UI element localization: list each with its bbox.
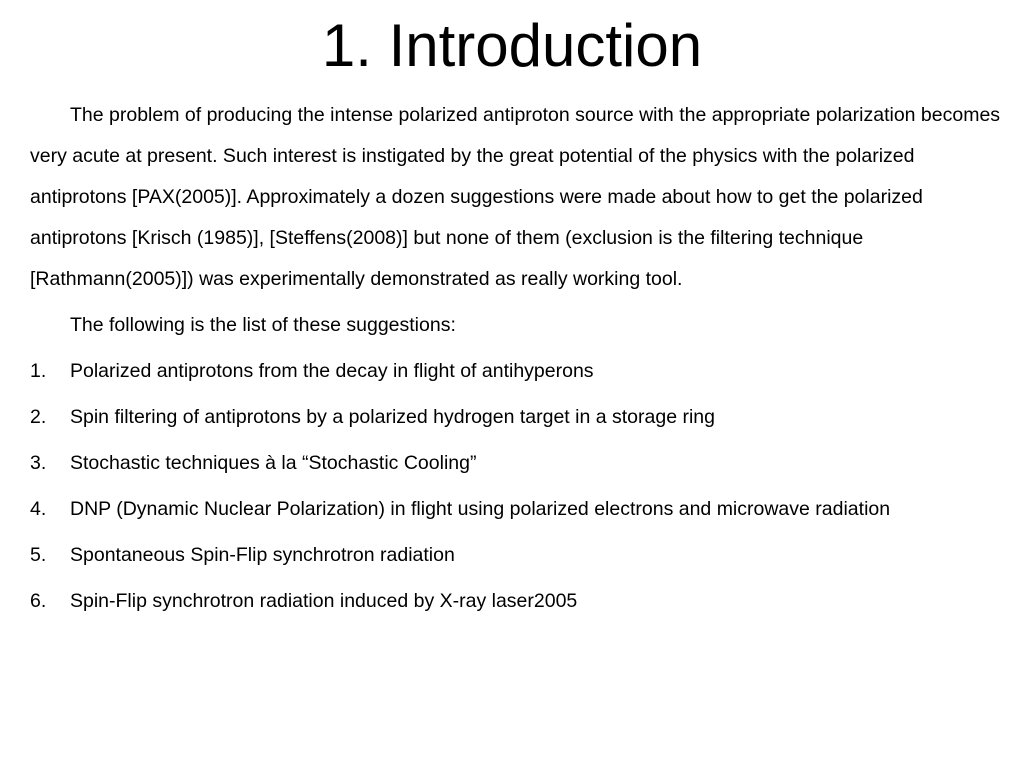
list-item-number: 1.: [30, 360, 47, 382]
slide-body: [30, 95, 1005, 627]
list-item-text: Stochastic techniques à la “Stochastic Cooling”: [70, 452, 477, 474]
suggestion-list: [30, 351, 1005, 622]
list-item-number: 2.: [30, 406, 47, 428]
intro-paragraph: The problem of producing the intense polarized antiproton source with the appropriate polarization becomes very acute at present. Such interest is instigated by the great potential of the physics with the polarized antiprotons [PAX(2005)]. Approximately a dozen suggestions were made about how to get the polarized antiprotons [Krisch (1985)], [Steffens(2008)] but none of them (exclusion is the filtering technique [Rathmann(2005)]) was experimentally demonstrated as really working tool.: [30, 104, 1001, 290]
list-item-text: Spin filtering of antiprotons by a polarized hydrogen target in a storage ring: [70, 406, 715, 428]
list-item-text: Spin-Flip synchrotron radiation induced by X-ray laser2005: [70, 590, 578, 612]
list-item: [30, 581, 1005, 622]
list-item: [30, 397, 1005, 438]
slide-title: 1. Introduction: [321, 12, 703, 79]
list-lead-paragraph: The following is the list of these suggestions:: [70, 314, 456, 336]
list-item: [30, 443, 1005, 484]
list-item-text: DNP (Dynamic Nuclear Polarization) in flight using polarized electrons and microwave radiation: [70, 498, 891, 520]
list-item-number: 3.: [30, 452, 47, 474]
list-item: [30, 535, 1005, 576]
list-item-text: Polarized antiprotons from the decay in flight of antihyperons: [70, 360, 594, 382]
list-item-text: Spontaneous Spin-Flip synchrotron radiation: [70, 544, 455, 566]
list-item: [30, 351, 1005, 392]
list-item-number: 4.: [30, 498, 47, 520]
list-item-number: 5.: [30, 544, 47, 566]
list-item: [30, 489, 1005, 530]
list-item-number: 6.: [30, 590, 47, 612]
